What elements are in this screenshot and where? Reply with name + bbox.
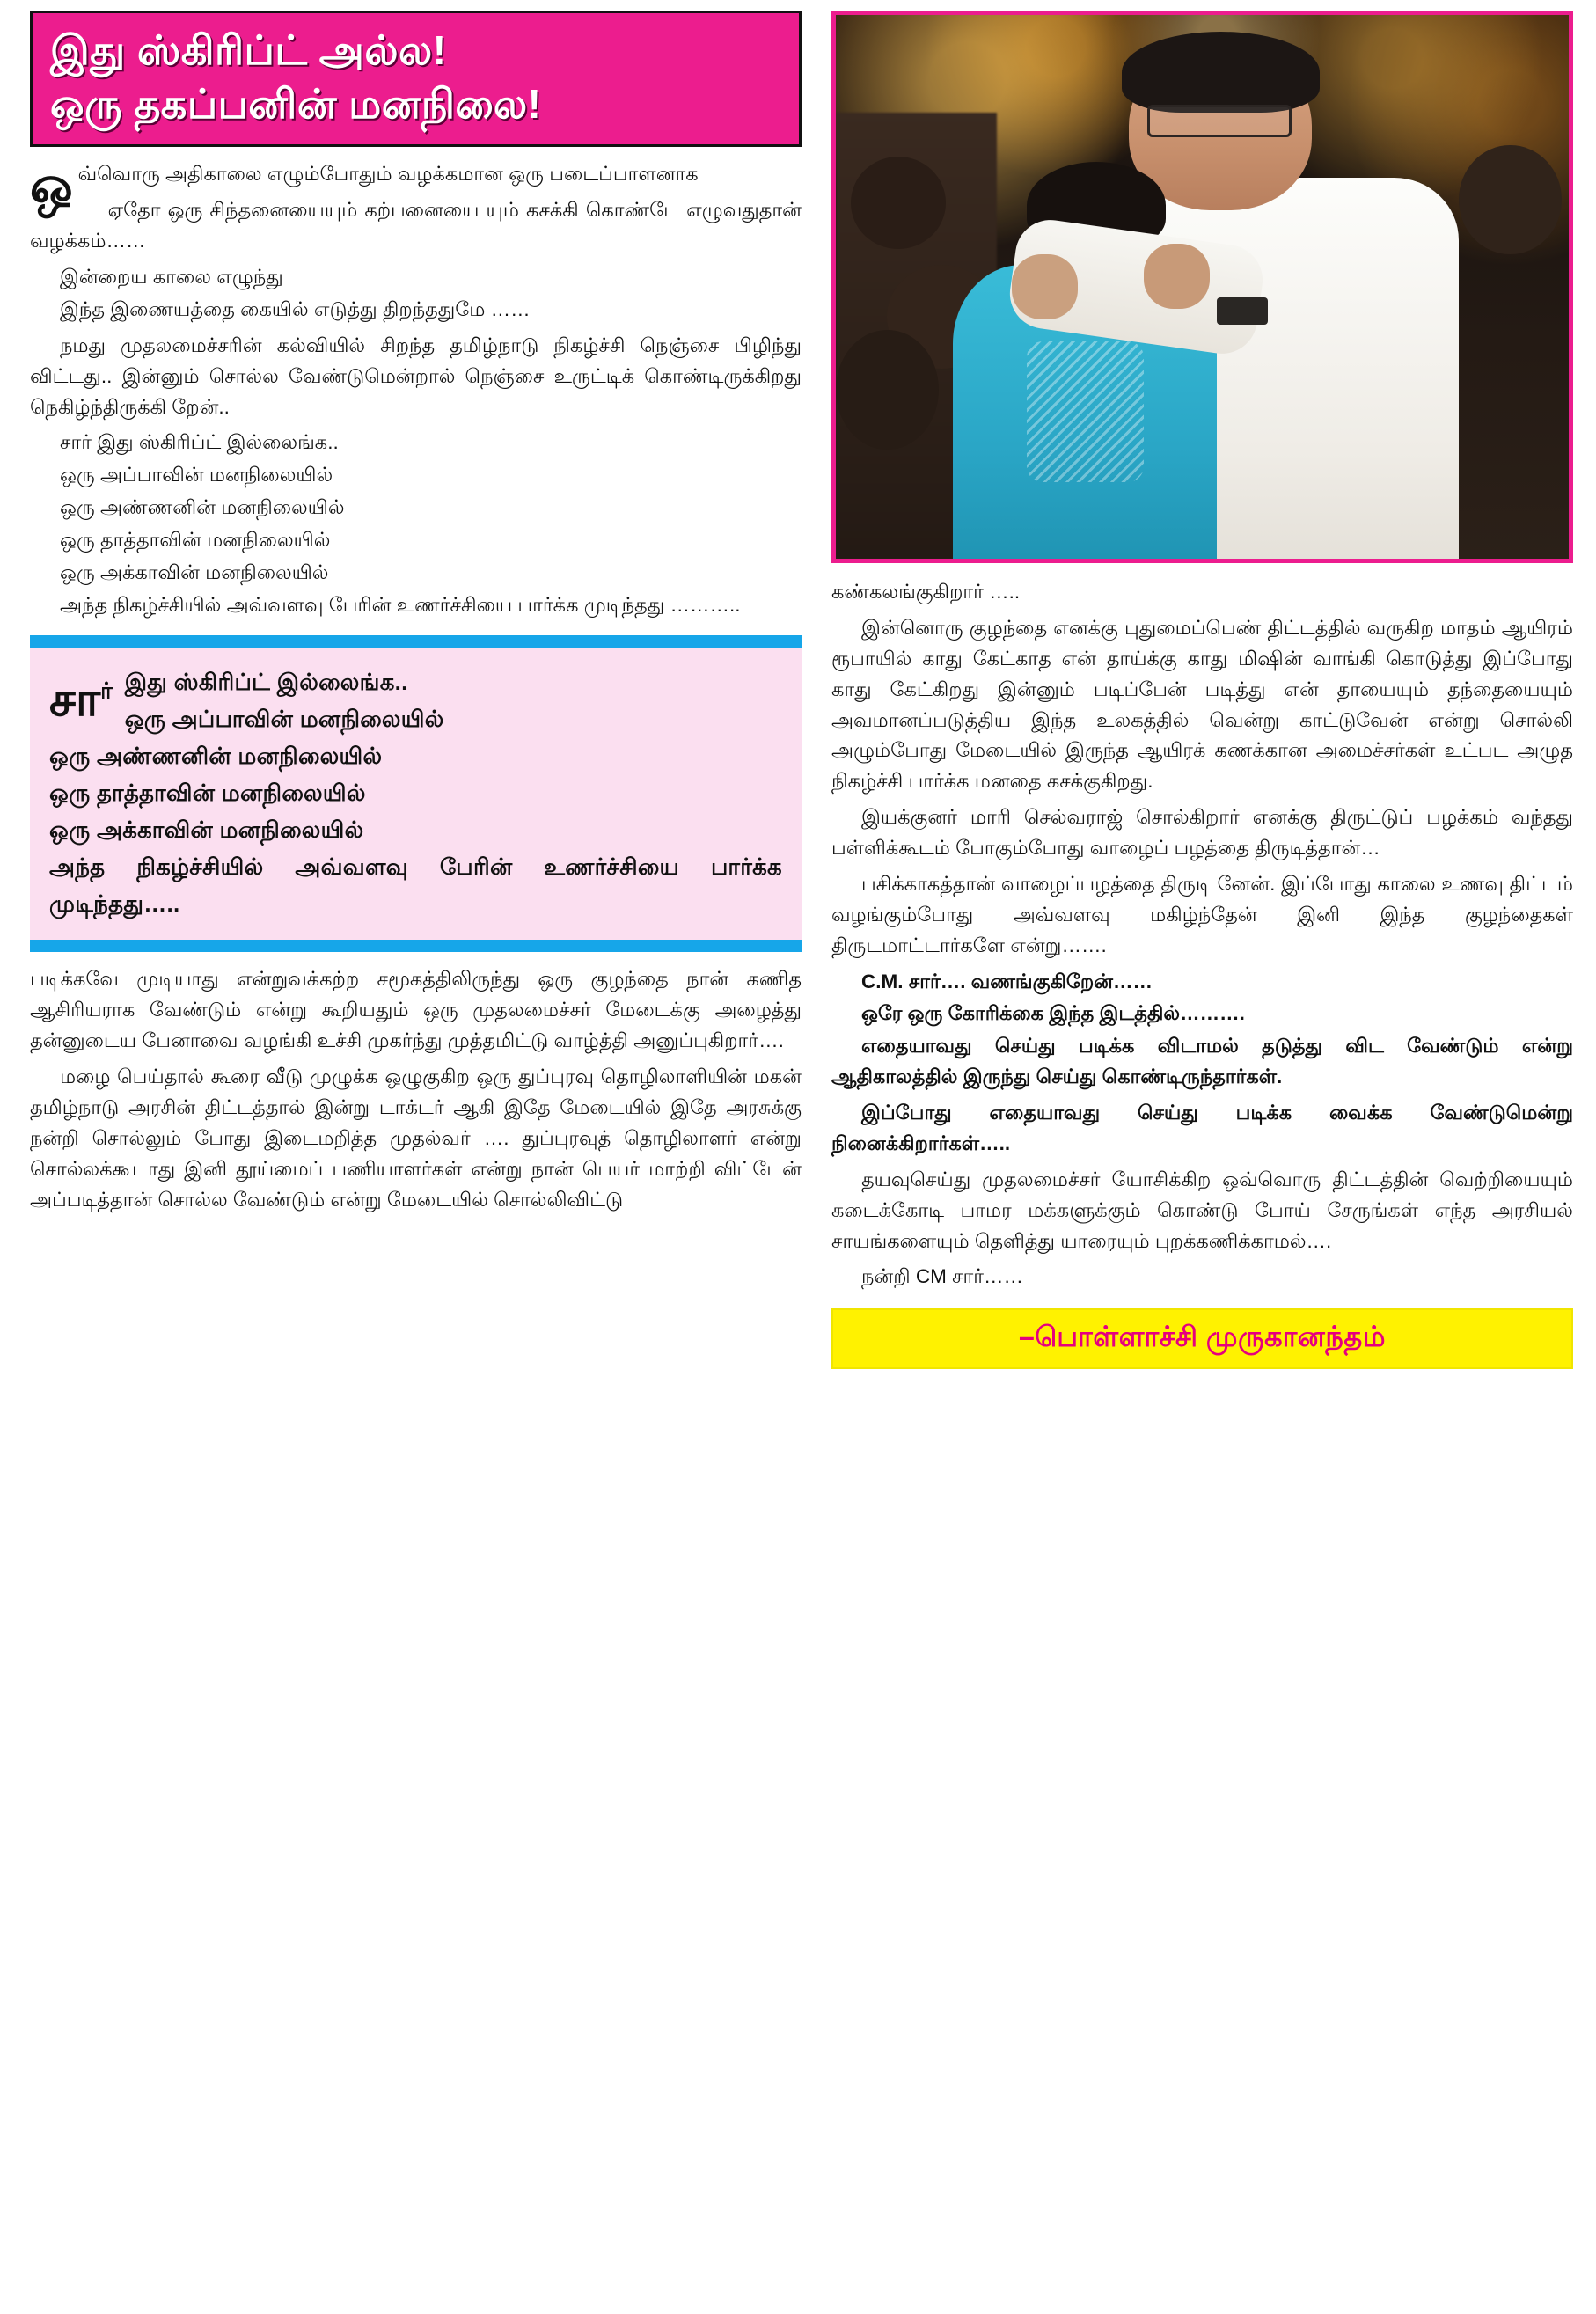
photo-crowd-head-a <box>851 157 946 249</box>
right-paragraph-4: பசிக்காகத்தான் வாழைப்பழத்தை திருடி னேன். இப்போது காலை உணவு திட்டம் வழங்கும்போது அவ்வளவு மகிழ்ந்தேன் இனி இந்த குழந்தைகள் திருடமாட்டார்களே என்று……. <box>831 872 1573 956</box>
pull-quote-line-1: இது ஸ்கிரிப்ட் இல்லைங்க.. <box>124 668 408 695</box>
photo-man-watch <box>1217 297 1268 325</box>
right-closing-paragraph-1: தயவுசெய்து முதலமைச்சர் யோசிக்கிற ஒவ்வொரு திட்டத்தின் வெற்றியையும் கடைக்கோடி பாமர மக்களுக்கும் கொண்டு போய் சேருங்கள் எந்த அரசியல் சாயங்களையும் தெளித்து யாரையும் புறக்கணிக்காமல்…. <box>831 1168 1573 1252</box>
right-closing-text <box>831 1165 1573 1293</box>
pull-quote-box <box>30 635 802 953</box>
pull-quote-line-2: ஒரு அப்பாவின் மனநிலையில் <box>124 705 444 732</box>
right-bold-text <box>831 967 1573 1160</box>
article-headline <box>30 11 802 147</box>
paragraph-4: இந்த இணையத்தை கையில் எடுத்து திறந்ததுமே …… <box>60 297 531 320</box>
left-body-text-bottom <box>30 964 802 1215</box>
paragraph-6: சார் இது ஸ்கிரிப்ட் இல்லைங்க.. <box>60 431 339 454</box>
headline-line-2: ஒரு தகப்பனின் மனநிலை! <box>50 80 542 127</box>
pull-quote-top-lines <box>125 663 782 737</box>
right-paragraph-3: இயக்குனர் மாரி செல்வராஜ் சொல்கிறார் எனக்கு திருட்டுப் பழக்கம் வந்தது பள்ளிக்கூடம் போகும்போது வாழைப் பழத்தை திருடித்தான்… <box>831 806 1573 859</box>
right-bold-paragraph-1: C.M. சார்…. வணங்குகிறேன்…… <box>860 970 1153 992</box>
paragraph-2: ஏதோ ஒரு சிந்தனையையும் கற்பனையை யும் கசக்கி கொண்டே எழுவதுதான் வழக்கம்…… <box>30 199 802 253</box>
paragraph-7: ஒரு அப்பாவின் மனநிலையில் <box>60 464 333 487</box>
photo-man-glasses <box>1147 105 1292 137</box>
paragraph-11: அந்த நிகழ்ச்சியில் அவ்வளவு பேரின் உணர்ச்சியை பார்க்க முடிந்தது ……….. <box>60 593 741 616</box>
photo-man-hand-left <box>1012 254 1078 319</box>
right-bold-paragraph-3: எதையாவது செய்து படிக்க விடாமல் தடுத்து விட வேண்டும் என்று ஆதிகாலத்தில் இருந்து செய்து கொண்டிருந்தார்கள். <box>831 1035 1573 1088</box>
photo-crowd-head-c <box>836 330 939 450</box>
right-paragraph-2: இன்னொரு குழந்தை எனக்கு புதுமைப்பெண் திட்டத்தில் வருகிற மாதம் ஆயிரம் ரூபாயில் காது கேட்காத என் தாய்க்கு காது மிஷின் வாங்கி கொடுத்து இப்போது காது கேட்கிறது இன்னும் படிப்பேன் படித்து என் தாயையும் தந்தையையும் அவமானப்படுத்திய இந்த உலகத்தில் வென்று காட்டுவேன் என்று சொல்லி அழும்போது மேடையில் இருந்த ஆயிரக் கணக்கான அமைச்சர்கள் உட்பட அழுத நிகழ்ச்சி பார்க்க மனதை கசக்குகிறது. <box>831 616 1573 793</box>
headline-line-1: இது ஸ்கிரிப்ட் அல்ல! <box>50 27 447 73</box>
right-body-text <box>831 577 1573 962</box>
paragraph-text: வ்வொரு அதிகாலை எழும்போதும் வழக்கமான ஒரு படைப்பாளனாக <box>77 163 699 186</box>
photo-man-hair <box>1122 32 1320 114</box>
pull-quote-first-row <box>49 663 782 737</box>
pull-quote-line-3: ஒரு அண்ணனின் மனநிலையில் <box>49 742 383 769</box>
left-body-text <box>30 159 802 620</box>
right-bold-paragraph-2: ஒரே ஒரு கோரிக்கை இந்த இடத்தில்………. <box>860 1002 1245 1025</box>
right-column <box>831 11 1573 2305</box>
sar-suffix: ர் <box>100 677 113 704</box>
photo-girl-dress-trim <box>1027 341 1144 483</box>
author-signature-banner <box>831 1308 1573 1369</box>
two-column-layout <box>30 11 1573 2305</box>
paragraph-9: ஒரு தாத்தாவின் மனநிலையில் <box>60 529 331 552</box>
paragraph-10: ஒரு அக்காவின் மனநிலையில் <box>60 560 329 583</box>
pull-quote-line-4: ஒரு தாத்தாவின் மனநிலையில் <box>49 780 366 807</box>
pull-quote-line-5: ஒரு அக்காவின் மனநிலையில் <box>49 816 364 844</box>
paragraph-3: இன்றைய காலை எழுந்து <box>60 266 283 289</box>
paragraph-5: நமது முதலமைச்சரின் கல்வியில் சிறந்த தமிழ்நாடு நிகழ்ச்சி நெஞ்சை பிழிந்து விட்டது.. இன்னும் சொல்ல வேண்டுமென்றால் நெஞ்சை உருட்டிக் கொண்டிருக்கிறது நெகிழ்ந்திருக்கி றேன்.. <box>30 333 802 418</box>
article-photo <box>836 15 1569 559</box>
sar-text: சா <box>49 672 101 726</box>
photo-man-hand-right <box>1144 244 1210 309</box>
pull-quote-line-6: அந்த நிகழ்ச்சியில் அவ்வளவு பேரின் உணர்ச்சியை பார்க்க முடிந்தது….. <box>49 853 782 918</box>
paragraph-13: மழை பெய்தால் கூரை வீடு முழுக்க ஒழுகுகிற ஒரு துப்புரவு தொழிலாளியின் மகன் தமிழ்நாடு அரசின் திட்டத்தால் இன்று டாக்டர் ஆகி இதே மேடையில் இதே அரசுக்கு நன்றி சொல்லும் போது இடைமறித்த முதல்வர் …. துப்புரவுத் தொழிலாளர் என்று சொல்லக்கூடாது இனி தூய்மைப் பணியாளர்கள் என்று நான் பெயர் மாற்றி விட்டேன் அப்படித்தான் சொல்ல வேண்டும் என்று மேடையில் சொல்லிவிட்டு <box>30 1065 802 1211</box>
paragraph-intro <box>30 157 802 215</box>
right-paragraph-1: கண்கலங்குகிறார் ….. <box>831 581 1021 603</box>
paragraph-12: படிக்கவே முடியாது என்றுவக்கற்ற சமூகத்திலிருந்து ஒரு குழந்தை நான் கணித ஆசிரியராக வேண்டும் என்று கூறியதும் ஒரு முதலமைச்சர் மேடைக்கு அழைத்து தன்னுடைய பேனாவை வழங்கி உச்சி முகர்ந்து முத்தமிட்டு வாழ்த்தி அனுப்புகிறார்…. <box>30 968 802 1052</box>
article-photo-frame <box>831 11 1573 563</box>
pull-quote-sar-label <box>49 663 113 726</box>
photo-crowd-head-d <box>1459 145 1562 254</box>
left-column <box>30 11 802 2305</box>
drop-cap: ஒ <box>30 157 73 215</box>
right-bold-paragraph-4: இப்போது எதையாவது செய்து படிக்க வைக்க வேண்டுமென்று நினைக்கிறார்கள்….. <box>831 1102 1573 1154</box>
paragraph-8: ஒரு அண்ணனின் மனநிலையில் <box>60 496 345 519</box>
author-name: –பொள்ளாச்சி முருகானந்தம் <box>1019 1321 1386 1353</box>
right-closing-paragraph-2: நன்றி CM சார்…… <box>860 1265 1024 1288</box>
